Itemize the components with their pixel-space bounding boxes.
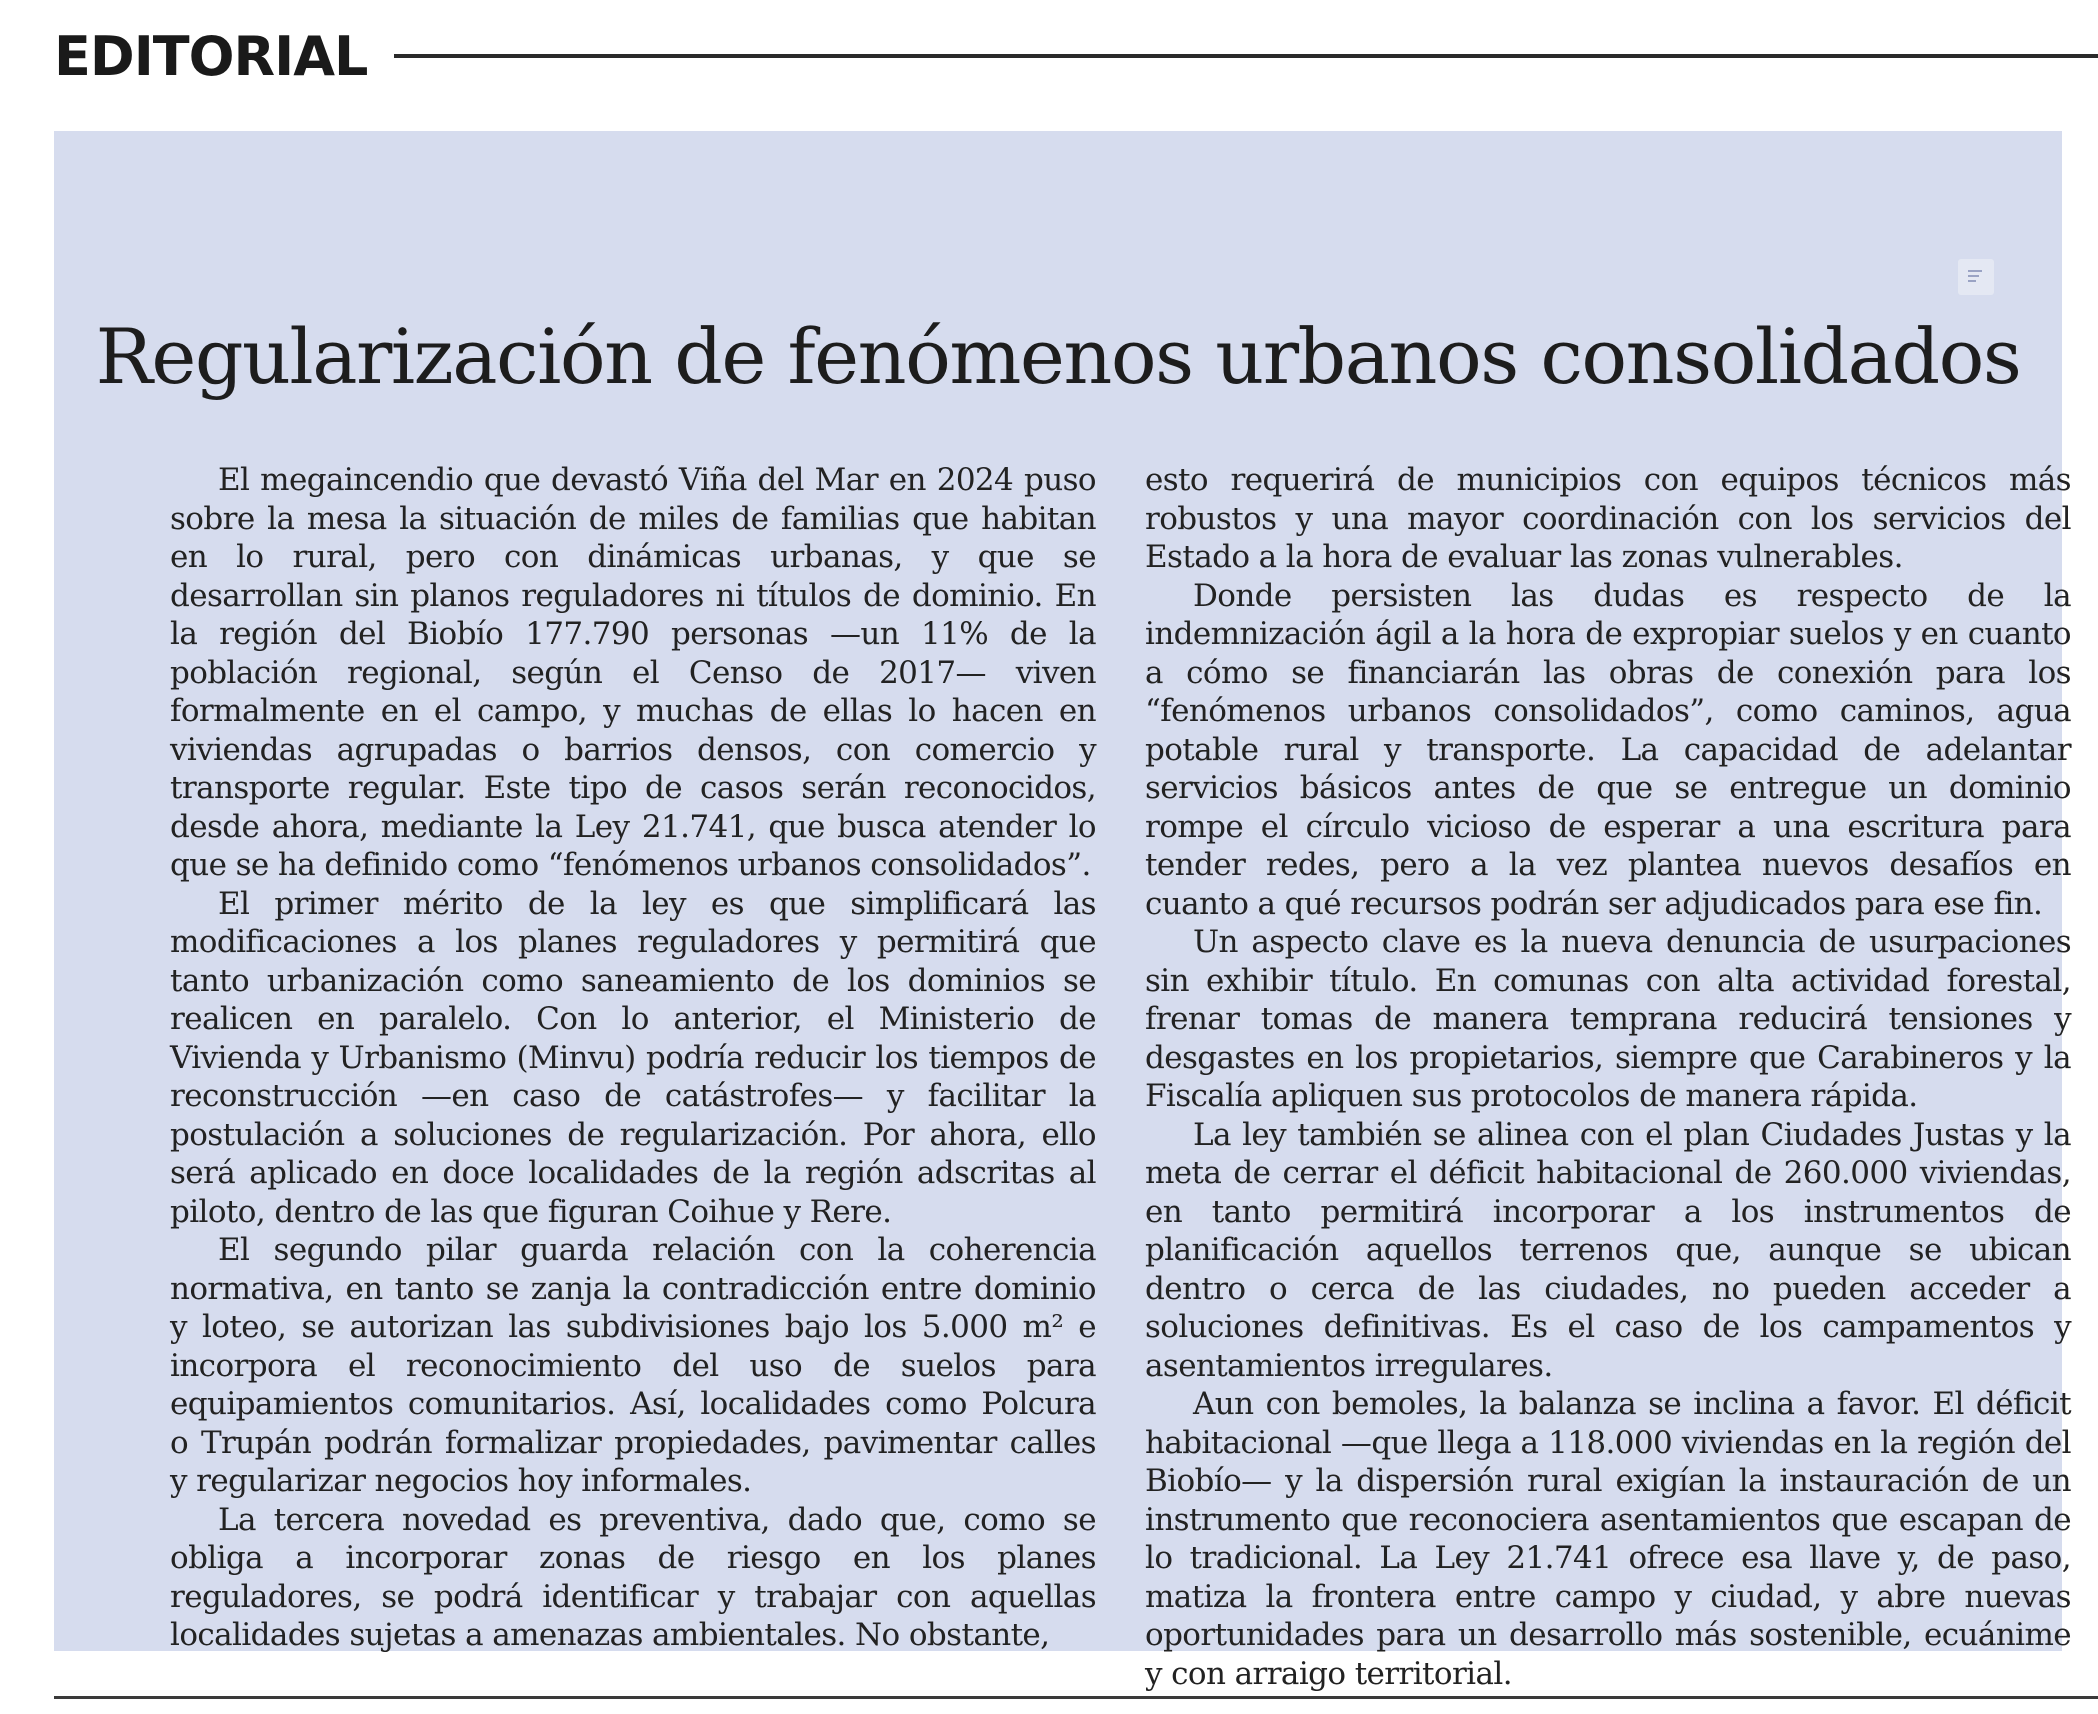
paragraph: El segundo pilar guarda relación con la coherencia normativa, en tanto se zanja la contradicción entre dominio y loteo, se autorizan las subdivisiones bajo los 5.000 m² e incorpora el reconocimiento del uso de suelos para equipamientos comunitarios. Así, localidades como Polcura o Trupán podrán formalizar propiedades, pavimentar calles y regularizar negocios hoy informales.	[170, 1232, 1096, 1499]
right-column	[1145, 461, 2071, 1693]
paragraph: La ley también se alinea con el plan Ciudades Justas y la meta de cerrar el déficit habitacional de 260.000 viviendas, en tanto permitirá incorporar a los instrumentos de planificación aquellos terrenos que, aunque se ubican dentro o cerca de las ciudades, no pueden acceder a soluciones definitivas. Es el caso de los campamentos y asentamientos irregulares.	[1145, 1116, 2071, 1384]
paragraph: Donde persisten las dudas es respecto de la indemnización ágil a la hora de expropiar suelos y en cuanto a cómo se financiarán las obras de conexión para los “fenómenos urbanos consolidados”, como caminos, agua potable rural y transporte. La capacidad de adelantar servicios básicos antes de que se entregue un dominio rompe el círculo vicioso de esperar a una escritura para tender redes, pero a la vez plantea nuevos desafíos en cuanto a qué recursos podrán ser adjudicados para ese fin.	[1145, 577, 2071, 922]
left-column	[170, 461, 1096, 1655]
paragraph: Aun con bemoles, la balanza se inclina a favor. El déficit habitacional —que llega a 118.000 viviendas en la región del Biobío— y la dispersión rural exigían la instauración de un instrumento que reconociera asentamientos que escapan de lo tradicional. La Ley 21.741 ofrece esa llave y, de paso, matiza la frontera entre campo y ciudad, y abre nuevas oportunidades para un desarrollo más sostenible, ecuánime y con arraigo territorial.	[1145, 1386, 2071, 1692]
headline: Regularización de fenómenos urbanos consolidados	[95, 312, 2021, 401]
paragraph-continued: esto requerirá de municipios con equipos técnicos más robustos y una mayor coordinación con los servicios del Estado a la hora de evaluar las zonas vulnerables.	[1145, 462, 2071, 575]
paragraph: El megaincendio que devastó Viña del Mar en 2024 puso sobre la mesa la situación de miles de familias que habitan en lo rural, pero con dinámicas urbanas, y que se desarrollan sin planos reguladores ni títulos de dominio. En la región del Biobío 177.790 personas —un 11% de la población regional, según el Censo de 2017— viven formalmente en el campo, y muchas de ellas lo hacen en viviendas agrupadas o barrios densos, con comercio y transporte regular. Este tipo de casos serán reconocidos, desde ahora, mediante la Ley 21.741, que busca atender lo que se ha definido como “fenómenos urbanos consolidados”.	[170, 462, 1096, 883]
paragraph: La tercera novedad es preventiva, dado que, como se obliga a incorporar zonas de riesgo en los planes reguladores, se podrá identificar y trabajar con aquellas localidades sujetas a amenazas ambientales. No obstante,	[170, 1501, 1096, 1653]
note-icon[interactable]	[1958, 259, 1994, 295]
section-label: EDITORIAL	[54, 25, 368, 88]
section-header	[54, 22, 2098, 92]
paragraph: Un aspecto clave es la nueva denuncia de usurpaciones sin exhibir título. En comunas con alta actividad forestal, frenar tomas de manera temprana reducirá tensiones y desgastes en los propietarios, siempre que Carabineros y la Fiscalía apliquen sus protocolos de manera rápida.	[1145, 924, 2071, 1114]
header-rule	[394, 54, 2098, 58]
paragraph: El primer mérito de la ley es que simplificará las modificaciones a los planes reguladores y permitirá que tanto urbanización como saneamiento de los dominios se realicen en paralelo. Con lo anterior, el Ministerio de Vivienda y Urbanismo (Minvu) podría reducir los tiempos de reconstrucción —en caso de catástrofes— y facilitar la postulación a soluciones de regularización. Por ahora, ello será aplicado en doce localidades de la región adscritas al piloto, dentro de las que figuran Coihue y Rere.	[170, 885, 1096, 1230]
editorial-box	[54, 131, 2071, 1692]
bottom-rule	[54, 1696, 2098, 1699]
